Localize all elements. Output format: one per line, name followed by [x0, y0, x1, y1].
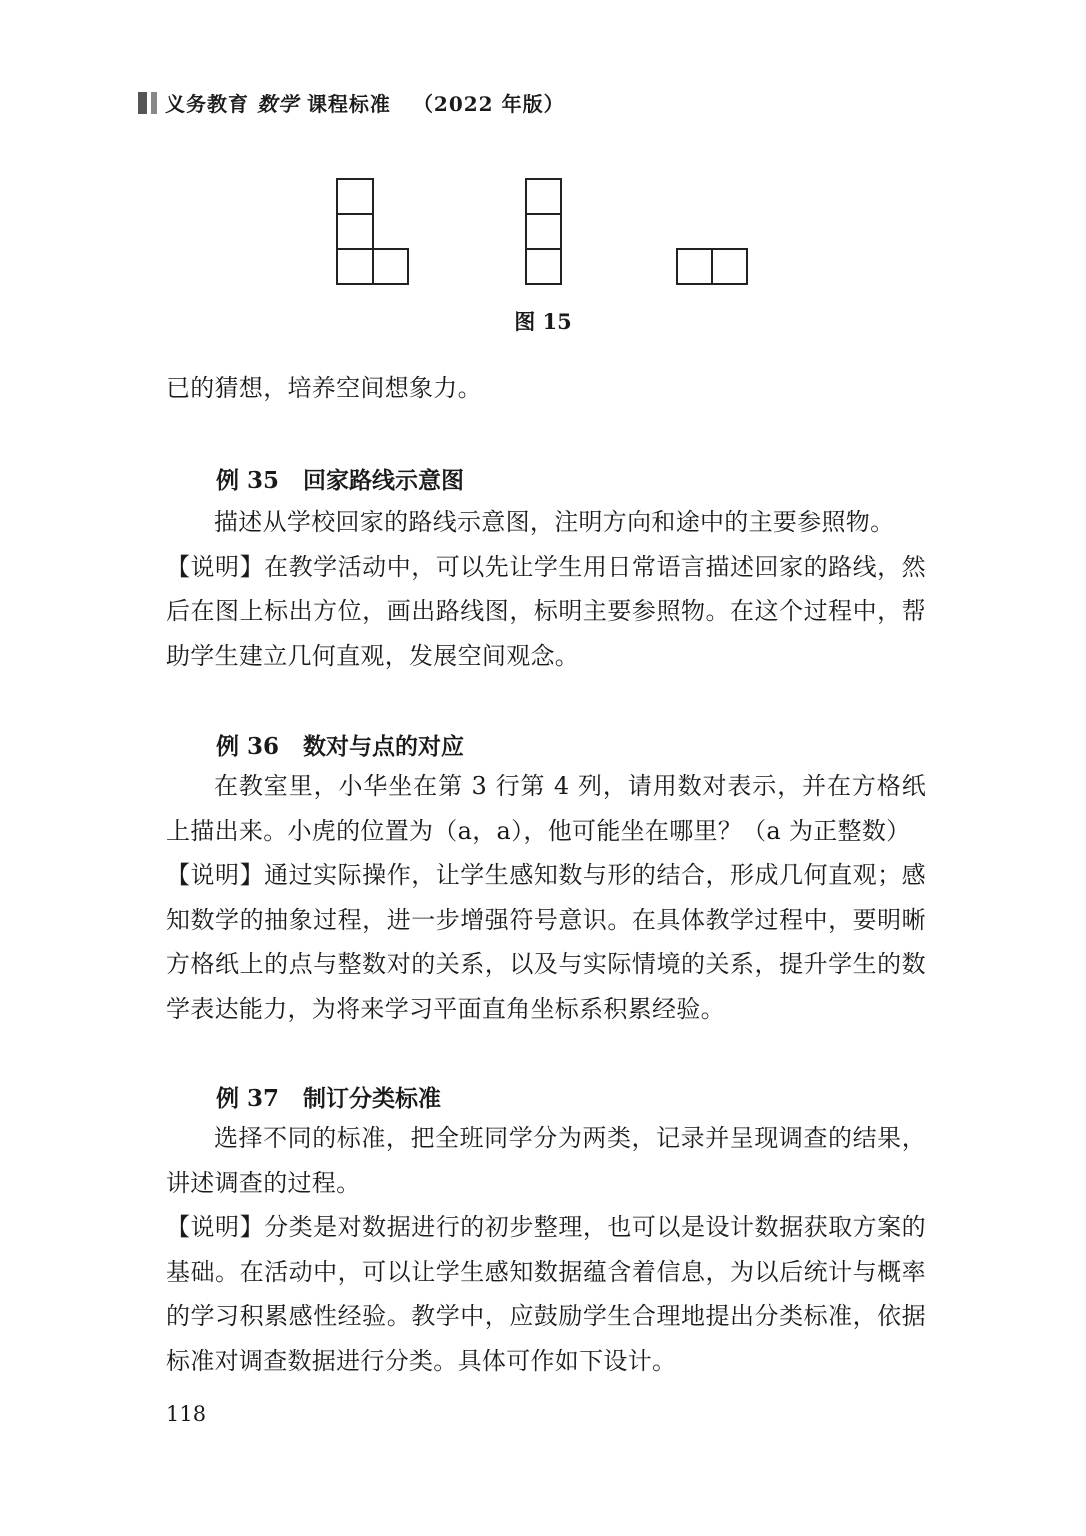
row-shape-tiles — [677, 249, 747, 284]
title-subject: 数学 — [256, 92, 299, 116]
tile — [677, 249, 712, 284]
column-shape-tiles — [526, 179, 561, 284]
example-task: 在教室里，小华坐在第 3 行第 4 列，请用数对表示，并在方格纸上描出来。小虎的位置为（a，a），他可能坐在哪里？（a 为正整数） — [166, 772, 926, 845]
l-shape-tiles — [337, 179, 408, 284]
note-label: 【说明】 — [166, 552, 265, 581]
figure-caption: 图 15 — [514, 309, 572, 334]
example-35-body — [166, 500, 926, 678]
note-label: 【说明】 — [166, 861, 265, 889]
tile — [337, 249, 373, 284]
example-37-heading — [216, 1080, 441, 1113]
continuation-text: 已的猜想，培养空间想象力。 — [166, 374, 482, 402]
continuation-paragraph — [166, 366, 926, 411]
example-note: 在教学活动中，可以先让学生用日常语言描述回家的路线，然后在图上标出方位，画出路线图，标明主要参照物。在这个过程中，帮助学生建立几何直观，发展空间观念。 — [166, 552, 926, 670]
tile — [526, 249, 561, 284]
title-prefix: 义务教育 — [165, 92, 249, 116]
example-title: 数对与点的对应 — [303, 733, 465, 760]
book-edition: （2022 年版） — [412, 92, 565, 116]
example-36-heading — [216, 728, 464, 761]
tile — [712, 249, 747, 284]
tile — [526, 214, 561, 249]
example-task: 选择不同的标准，把全班同学分为两类，记录并呈现调查的结果，讲述调查的过程。 — [166, 1124, 926, 1197]
tile — [526, 179, 561, 214]
example-36-body — [166, 764, 926, 1031]
example-title: 制订分类标准 — [303, 1085, 442, 1112]
example-37-body — [166, 1116, 926, 1383]
example-number: 例 37 — [216, 1085, 280, 1112]
tile — [337, 179, 373, 214]
example-number: 例 36 — [216, 733, 280, 760]
example-task: 描述从学校回家的路线示意图，注明方向和途中的主要参照物。 — [214, 508, 895, 536]
example-title: 回家路线示意图 — [303, 467, 465, 494]
example-number: 例 35 — [216, 467, 280, 494]
example-note: 通过实际操作，让学生感知数与形的结合，形成几何直观；感知数学的抽象过程，进一步增强符号意识。在具体教学过程中，要明晰方格纸上的点与整数对的关系，以及与实际情境的关系，提升学生的数学表达能力，为将来学习平面直角坐标系积累经验。 — [166, 861, 926, 1023]
note-label: 【说明】 — [166, 1213, 265, 1241]
example-note: 分类是对数据进行的初步整理，也可以是设计数据获取方案的基础。在活动中，可以让学生感知数据蕴含着信息，为以后统计与概率的学习积累感性经验。教学中，应鼓励学生合理地提出分类标准，依据标准对调查数据进行分类。具体可作如下设计。 — [166, 1213, 926, 1375]
tile — [337, 214, 373, 249]
title-suffix: 课程标准 — [306, 92, 391, 116]
page-number: 118 — [166, 1402, 207, 1426]
example-35-heading — [216, 462, 464, 495]
tile — [373, 249, 408, 284]
figure-15 — [0, 0, 1086, 300]
